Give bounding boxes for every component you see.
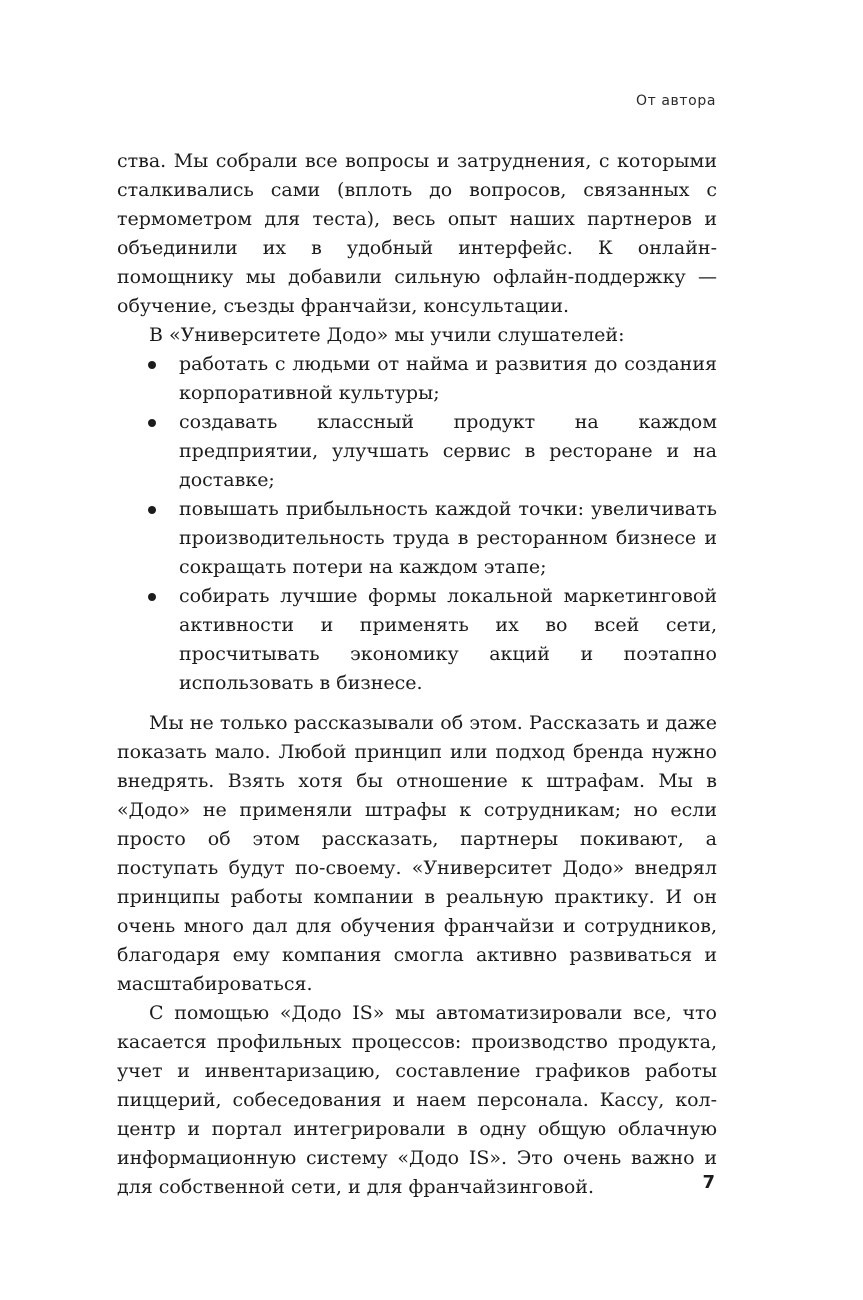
bullet-icon: [148, 593, 156, 601]
paragraph-continuation: ства. Мы собрали все вопросы и затруднения, с которыми сталкивались сами (вплоть до вопросов, связанных с термометром для теста), весь опыт наших партнеров и объединили их в удобный интерфейс. К онлайн-помощнику мы добавили сильную офлайн-поддержку — обучение, съезды франчайзи, консультации.: [117, 150, 717, 317]
list-item-text: создавать классный продукт на каждом предприятии, улучшать сервис в ресторане и на доставке;: [179, 411, 717, 491]
bullet-icon: [148, 361, 156, 369]
bullet-list: [117, 350, 717, 698]
list-item-text: работать с людьми от найма и развития до создания корпоративной культуры;: [179, 353, 717, 404]
page-number: 7: [702, 1172, 715, 1193]
list-item: [117, 582, 717, 698]
list-item: [117, 408, 717, 495]
bullet-icon: [148, 419, 156, 427]
list-item: [117, 350, 717, 408]
section-gap: [117, 698, 717, 709]
list-item-text: повышать прибыльность каждой точки: увеличивать производительность труда в ресторанном бизнесе и сокращать потери на каждом этапе;: [179, 498, 717, 578]
paragraph-university: Мы не только рассказывали об этом. Рассказать и даже показать мало. Любой принцип или подход бренда нужно внедрять. Взять хотя бы отношение к штрафам. Мы в «Додо» не применяли штрафы к сотрудникам; но если просто об этом рассказать, партнеры покивают, а поступать будут по-своему. «Университет Додо» внедрял принципы работы компании в реальную практику. И он очень много дал для обучения франчайзи и сотрудников, благодаря ему компания смогла активно развиваться и масштабироваться.: [117, 712, 717, 995]
page-body: [117, 147, 717, 1202]
list-item-text: собирать лучшие формы локальной маркетинговой активности и применять их во всей сети, просчитывать экономику акций и поэтапно использовать в бизнесе.: [179, 585, 717, 694]
paragraph-dodo-is: С помощью «Додо IS» мы автоматизировали все, что касается профильных процессов: производство продукта, учет и инвентаризацию, составление графиков работы пиццерий, собеседования и наем персонала. Кассу, кол-центр и портал интегрировали в одну общую облачную информационную систему «Додо IS». Это очень важно и для собственной сети, и для франчайзинговой.: [117, 1002, 717, 1198]
bullet-icon: [148, 506, 156, 514]
list-item: [117, 495, 717, 582]
paragraph-intro-list: В «Университете Додо» мы учили слушателей:: [149, 324, 625, 346]
running-head: От автора: [635, 93, 716, 109]
